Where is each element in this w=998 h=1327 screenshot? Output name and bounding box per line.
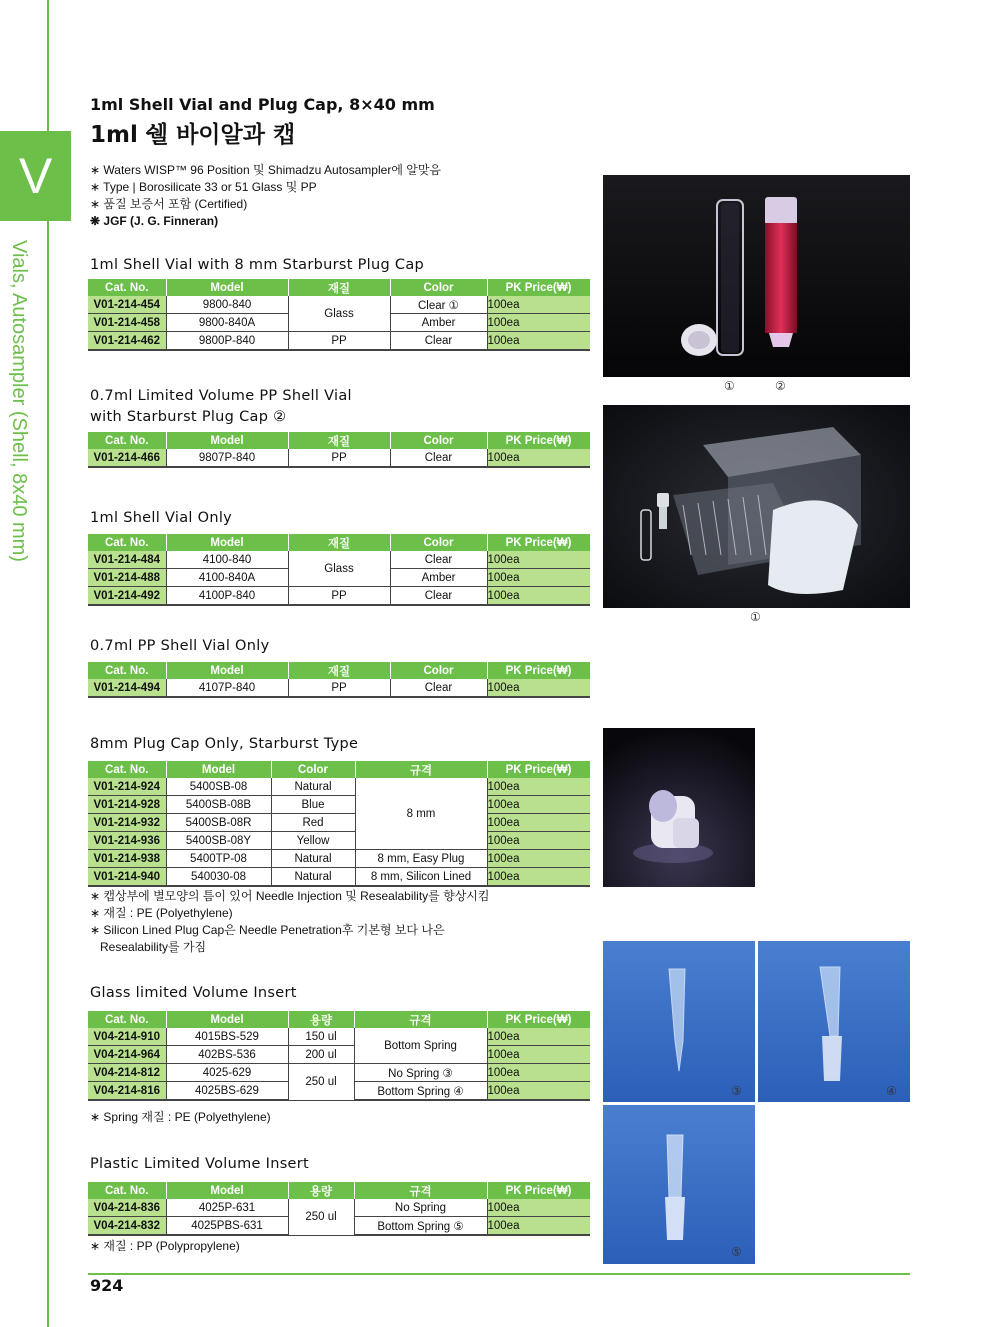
model: 4100-840 <box>166 551 288 569</box>
cat-no: V01-214-458 <box>88 314 166 332</box>
vertical-category-text: Vials, Autosampler (Shell, 8x40 mm) <box>8 240 30 562</box>
color: Natural <box>271 868 355 887</box>
col-header: Color <box>390 534 487 551</box>
cat-no: V04-214-964 <box>88 1046 166 1064</box>
color: Yellow <box>271 832 355 850</box>
volume: 250 ul <box>288 1064 354 1101</box>
table-row <box>88 551 590 569</box>
section-notes <box>90 1109 271 1126</box>
footer-rule <box>88 1273 910 1275</box>
col-header: 용량 <box>288 1182 354 1199</box>
note: ∗ Spring 재질 : PE (Polyethylene) <box>90 1110 271 1124</box>
cat-no: V01-214-932 <box>88 814 166 832</box>
color: Red <box>271 814 355 832</box>
material: PP <box>288 587 390 606</box>
table-row <box>88 679 590 697</box>
color: Amber <box>390 314 487 332</box>
pack: 100ea <box>487 449 590 467</box>
spec: No Spring <box>354 1199 487 1217</box>
model: 540030-08 <box>166 868 271 887</box>
pack: 100ea <box>487 778 590 796</box>
model: 4100-840A <box>166 569 288 587</box>
note: ❋ JGF (J. G. Finneran) <box>90 214 219 228</box>
product-table-7 <box>88 1182 591 1236</box>
cat-no: V01-214-462 <box>88 332 166 351</box>
col-header: Color <box>390 432 487 449</box>
material: Glass <box>288 551 390 587</box>
color: Natural <box>271 850 355 868</box>
image-label: ① <box>724 379 735 393</box>
pack: 100ea <box>487 796 590 814</box>
image-label: ② <box>775 379 786 393</box>
model: 4100P-840 <box>166 587 288 606</box>
pack: 100ea <box>487 296 590 314</box>
pack: 100ea <box>487 850 590 868</box>
model: 5400SB-08Y <box>166 832 271 850</box>
cat-no: V04-214-836 <box>88 1199 166 1217</box>
col-header: 규격 <box>355 761 487 778</box>
col-header: 용량 <box>288 1011 354 1028</box>
note: ∗ 재질 : PE (Polyethylene) <box>90 906 233 920</box>
product-table-5 <box>88 761 591 887</box>
spec: 8 mm, Silicon Lined <box>355 868 487 887</box>
cat-no: V01-214-940 <box>88 868 166 887</box>
table-row <box>88 1046 590 1064</box>
cat-no: V01-214-454 <box>88 296 166 314</box>
table-row <box>88 796 590 814</box>
page-number: 924 <box>90 1276 124 1295</box>
col-header: PK Price(₩) <box>487 432 590 449</box>
model: 9800P-840 <box>166 332 288 351</box>
cat-no: V04-214-812 <box>88 1064 166 1082</box>
section-letter: V <box>18 148 53 204</box>
model: 4015BS-529 <box>166 1028 288 1046</box>
cat-no: V04-214-816 <box>88 1082 166 1101</box>
col-header: PK Price(₩) <box>487 761 590 778</box>
model: 9800-840 <box>166 296 288 314</box>
cat-no: V01-214-936 <box>88 832 166 850</box>
section-notes <box>90 888 489 956</box>
model: 5400SB-08R <box>166 814 271 832</box>
section-title: 1ml Shell Vial with 8 mm Starburst Plug Cap <box>90 257 425 273</box>
image-label: ① <box>750 610 761 624</box>
section-title-line: with Starburst Plug Cap ② <box>90 409 287 425</box>
cat-no: V04-214-910 <box>88 1028 166 1046</box>
color: Clear <box>390 587 487 606</box>
pack: 100ea <box>487 868 590 887</box>
color: Blue <box>271 796 355 814</box>
photo-vial-rack-box <box>603 405 910 608</box>
note: ∗ 재질 : PP (Polypropylene) <box>90 1239 240 1253</box>
color: Natural <box>271 778 355 796</box>
color: Clear ① <box>390 296 487 314</box>
note: ∗ 캡상부에 별모양의 틈이 있어 Needle Injection 및 Resealability를 향상시킴 <box>90 889 490 903</box>
pack: 100ea <box>487 314 590 332</box>
image-label: ⑤ <box>731 1245 742 1259</box>
table-row <box>88 587 590 606</box>
model: 4107P-840 <box>166 679 288 697</box>
product-table-6 <box>88 1011 591 1101</box>
pack: 100ea <box>487 1046 590 1064</box>
spec: 8 mm <box>355 778 487 850</box>
model: 9800-840A <box>166 314 288 332</box>
col-header: Model <box>166 662 288 679</box>
col-header: Cat. No. <box>88 432 166 449</box>
note: ∗ 품질 보증서 포함 (Certified) <box>90 197 248 211</box>
cat-no: V01-214-938 <box>88 850 166 868</box>
note: Resealability를 가짐 <box>90 940 207 954</box>
section-title: Glass limited Volume Insert <box>90 985 297 1001</box>
pack: 100ea <box>487 1028 590 1046</box>
product-table-3 <box>88 534 591 606</box>
note: ∗ Waters WISP™ 96 Position 및 Shimadzu Autosampler에 알맞음 <box>90 163 442 177</box>
table-row <box>88 1064 590 1082</box>
volume: 250 ul <box>288 1199 354 1235</box>
table-row <box>88 449 590 467</box>
model: 402BS-536 <box>166 1046 288 1064</box>
pack: 100ea <box>487 569 590 587</box>
col-header: Cat. No. <box>88 534 166 551</box>
spec: 8 mm, Easy Plug <box>355 850 487 868</box>
photo-glass-insert-bottom-spring <box>758 941 910 1102</box>
col-header: 재질 <box>288 279 390 296</box>
spec: Bottom Spring ⑤ <box>354 1217 487 1236</box>
section-tab <box>0 131 71 221</box>
cat-no: V01-214-494 <box>88 679 166 697</box>
section-title: Plastic Limited Volume Insert <box>90 1156 310 1172</box>
spec: Bottom Spring ④ <box>354 1082 487 1101</box>
table-row <box>88 332 590 351</box>
col-header: Model <box>166 432 288 449</box>
photo-plastic-insert <box>603 1105 755 1264</box>
pack: 100ea <box>487 1217 590 1236</box>
col-header: Cat. No. <box>88 279 166 296</box>
col-header: Cat. No. <box>88 1182 166 1199</box>
model: 5400SB-08 <box>166 778 271 796</box>
section-title: 0.7ml PP Shell Vial Only <box>90 638 270 654</box>
col-header: 규격 <box>354 1011 487 1028</box>
pack: 100ea <box>487 1064 590 1082</box>
model: 4025BS-629 <box>166 1082 288 1101</box>
col-header: Color <box>390 662 487 679</box>
col-header: Color <box>271 761 355 778</box>
product-table-2 <box>88 432 591 468</box>
col-header: PK Price(₩) <box>487 662 590 679</box>
table-row <box>88 296 590 314</box>
product-table-1 <box>88 279 591 351</box>
spec: Bottom Spring <box>354 1028 487 1064</box>
col-header: PK Price(₩) <box>487 1182 590 1199</box>
title-en: 1ml Shell Vial and Plug Cap, 8×40 mm <box>90 95 435 114</box>
col-header: PK Price(₩) <box>487 279 590 296</box>
table-row <box>88 868 590 887</box>
col-header: Model <box>166 1182 288 1199</box>
col-header: 재질 <box>288 432 390 449</box>
cat-no: V01-214-484 <box>88 551 166 569</box>
material: PP <box>288 332 390 351</box>
note: ∗ Type | Borosilicate 33 or 51 Glass 및 PP <box>90 180 317 194</box>
pack: 100ea <box>487 679 590 697</box>
material: PP <box>288 679 390 697</box>
pack: 100ea <box>487 1199 590 1217</box>
col-header: PK Price(₩) <box>487 1011 590 1028</box>
material: Glass <box>288 296 390 332</box>
product-table-4 <box>88 662 591 698</box>
col-header: 규격 <box>354 1182 487 1199</box>
cat-no: V04-214-832 <box>88 1217 166 1236</box>
table-row <box>88 832 590 850</box>
color: Clear <box>390 449 487 467</box>
col-header: 재질 <box>288 534 390 551</box>
section-title-line: 0.7ml Limited Volume PP Shell Vial <box>90 388 352 404</box>
volume: 150 ul <box>288 1028 354 1046</box>
section-notes <box>90 1238 240 1255</box>
cat-no: V01-214-492 <box>88 587 166 606</box>
table-row <box>88 1199 590 1217</box>
cat-no: V01-214-928 <box>88 796 166 814</box>
color: Clear <box>390 332 487 351</box>
model: 4025PBS-631 <box>166 1217 288 1236</box>
image-label: ④ <box>886 1084 897 1098</box>
photo-glass-insert-no-spring <box>603 941 755 1102</box>
pack: 100ea <box>487 1082 590 1101</box>
table-row <box>88 1028 590 1046</box>
image-label: ③ <box>731 1084 742 1098</box>
pack: 100ea <box>487 587 590 606</box>
material: PP <box>288 449 390 467</box>
col-header: Model <box>166 279 288 296</box>
pack: 100ea <box>487 832 590 850</box>
table-row <box>88 850 590 868</box>
color: Amber <box>390 569 487 587</box>
section-title: 8mm Plug Cap Only, Starburst Type <box>90 736 359 752</box>
table-row <box>88 778 590 796</box>
pack: 100ea <box>487 332 590 351</box>
table-row <box>88 814 590 832</box>
cat-no: V01-214-924 <box>88 778 166 796</box>
model: 9807P-840 <box>166 449 288 467</box>
model: 4025-629 <box>166 1064 288 1082</box>
section-title <box>90 386 352 428</box>
col-header: Color <box>390 279 487 296</box>
cat-no: V01-214-466 <box>88 449 166 467</box>
color: Clear <box>390 679 487 697</box>
cat-no: V01-214-488 <box>88 569 166 587</box>
note: ∗ Silicon Lined Plug Cap은 Needle Penetration후 기본형 보다 나은 <box>90 923 445 937</box>
title-kr: 1ml 쉘 바이알과 캡 <box>90 122 296 148</box>
volume: 200 ul <box>288 1046 354 1064</box>
col-header: PK Price(₩) <box>487 534 590 551</box>
model: 5400TP-08 <box>166 850 271 868</box>
model: 5400SB-08B <box>166 796 271 814</box>
intro-notes <box>90 162 441 230</box>
photo-shell-vial-plug-cap <box>603 175 910 377</box>
col-header: Cat. No. <box>88 662 166 679</box>
color: Clear <box>390 551 487 569</box>
section-title: 1ml Shell Vial Only <box>90 510 233 526</box>
photo-plug-cap <box>603 728 755 887</box>
pack: 100ea <box>487 551 590 569</box>
col-header: Model <box>166 534 288 551</box>
col-header: 재질 <box>288 662 390 679</box>
col-header: Model <box>166 1011 288 1028</box>
col-header: Cat. No. <box>88 1011 166 1028</box>
pack: 100ea <box>487 814 590 832</box>
col-header: Model <box>166 761 271 778</box>
model: 4025P-631 <box>166 1199 288 1217</box>
spec: No Spring ③ <box>354 1064 487 1082</box>
col-header: Cat. No. <box>88 761 166 778</box>
